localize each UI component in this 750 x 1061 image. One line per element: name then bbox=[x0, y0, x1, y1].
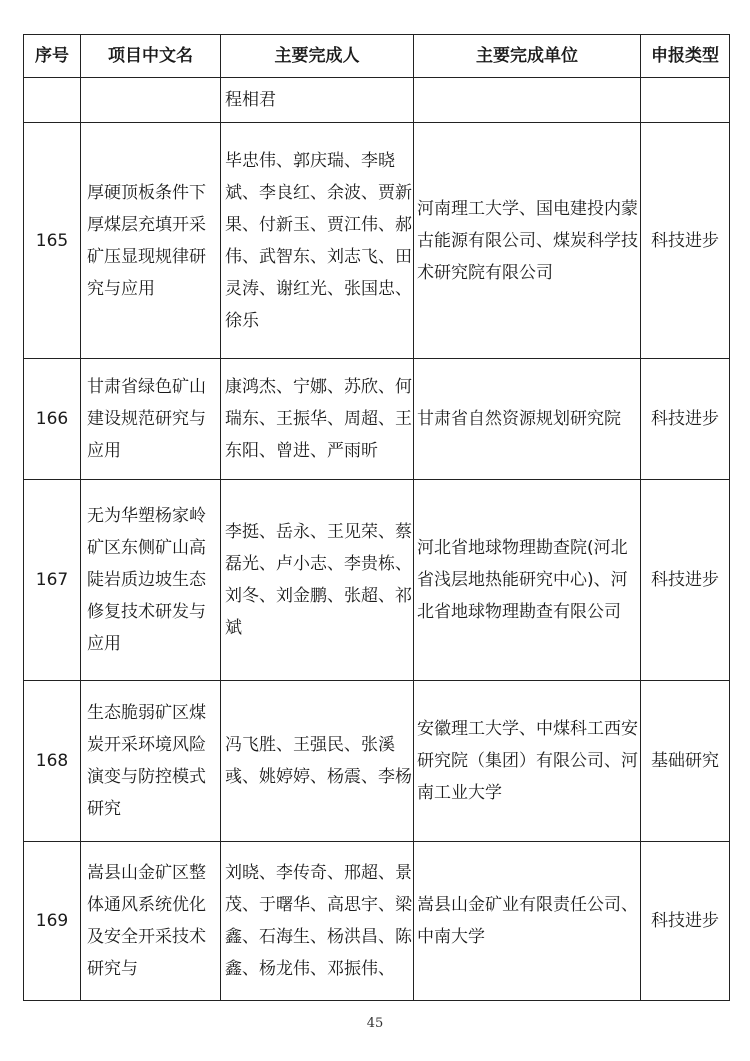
header-row bbox=[24, 35, 730, 78]
cell-main-people: 毕忠伟、郭庆瑞、李晓斌、李良红、余波、贾新果、付新玉、贾江伟、郝伟、武智东、刘志飞、田灵涛、谢红光、张国忠、徐乐 bbox=[221, 123, 414, 359]
cell-main-unit: 河南理工大学、国电建投内蒙古能源有限公司、煤炭科学技术研究院有限公司 bbox=[414, 123, 641, 359]
cell-no: 165 bbox=[24, 123, 81, 359]
header-project-name: 项目中文名 bbox=[81, 35, 221, 78]
cell-main-unit: 安徽理工大学、中煤科工西安研究院（集团）有限公司、河南工业大学 bbox=[414, 681, 641, 842]
cell-type: 科技进步 bbox=[641, 842, 730, 1001]
cell-no: 169 bbox=[24, 842, 81, 1001]
cell-type: 科技进步 bbox=[641, 123, 730, 359]
header-main-people: 主要完成人 bbox=[221, 35, 414, 78]
cell-no bbox=[24, 78, 81, 123]
cell-project-name: 嵩县山金矿区整体通风系统优化及安全开采技术研究与 bbox=[81, 842, 221, 1001]
cell-type: 科技进步 bbox=[641, 480, 730, 681]
cell-no: 167 bbox=[24, 480, 81, 681]
header-type: 申报类型 bbox=[641, 35, 730, 78]
cell-main-unit: 嵩县山金矿业有限责任公司、中南大学 bbox=[414, 842, 641, 1001]
table-row bbox=[24, 681, 730, 842]
cell-main-people: 康鸿杰、宁娜、苏欣、何瑞东、王振华、周超、王东阳、曾进、严雨昕 bbox=[221, 359, 414, 480]
table-row bbox=[24, 480, 730, 681]
award-table bbox=[23, 34, 730, 1001]
cell-project-name: 生态脆弱矿区煤炭开采环境风险演变与防控模式研究 bbox=[81, 681, 221, 842]
cell-project-name: 厚硬顶板条件下厚煤层充填开采矿压显现规律研究与应用 bbox=[81, 123, 221, 359]
page-number: 45 bbox=[366, 1016, 384, 1031]
cell-main-people: 程相君 bbox=[221, 78, 414, 123]
cell-type: 科技进步 bbox=[641, 359, 730, 480]
cell-type bbox=[641, 78, 730, 123]
table-row bbox=[24, 359, 730, 480]
cell-no: 168 bbox=[24, 681, 81, 842]
cell-main-unit: 河北省地球物理勘查院(河北省浅层地热能研究中心)、河北省地球物理勘查有限公司 bbox=[414, 480, 641, 681]
cell-no: 166 bbox=[24, 359, 81, 480]
cell-project-name: 无为华塑杨家岭矿区东侧矿山高陡岩质边坡生态修复技术研发与应用 bbox=[81, 480, 221, 681]
header-main-unit: 主要完成单位 bbox=[414, 35, 641, 78]
cell-main-people: 冯飞胜、王强民、张溪彧、姚婷婷、杨震、李杨 bbox=[221, 681, 414, 842]
cell-main-unit: 甘肃省自然资源规划研究院 bbox=[414, 359, 641, 480]
cell-main-people: 刘晓、李传奇、邢超、景茂、于曙华、高思宇、梁鑫、石海生、杨洪昌、陈鑫、杨龙伟、邓振伟、 bbox=[221, 842, 414, 1001]
header-no: 序号 bbox=[24, 35, 81, 78]
table-row bbox=[24, 842, 730, 1001]
table-row bbox=[24, 123, 730, 359]
cell-type: 基础研究 bbox=[641, 681, 730, 842]
table-row bbox=[24, 78, 730, 123]
cell-main-people: 李挺、岳永、王见荣、蔡磊光、卢小志、李贵栋、刘冬、刘金鹏、张超、祁斌 bbox=[221, 480, 414, 681]
cell-project-name: 甘肃省绿色矿山建设规范研究与应用 bbox=[81, 359, 221, 480]
cell-main-unit bbox=[414, 78, 641, 123]
cell-project-name bbox=[81, 78, 221, 123]
